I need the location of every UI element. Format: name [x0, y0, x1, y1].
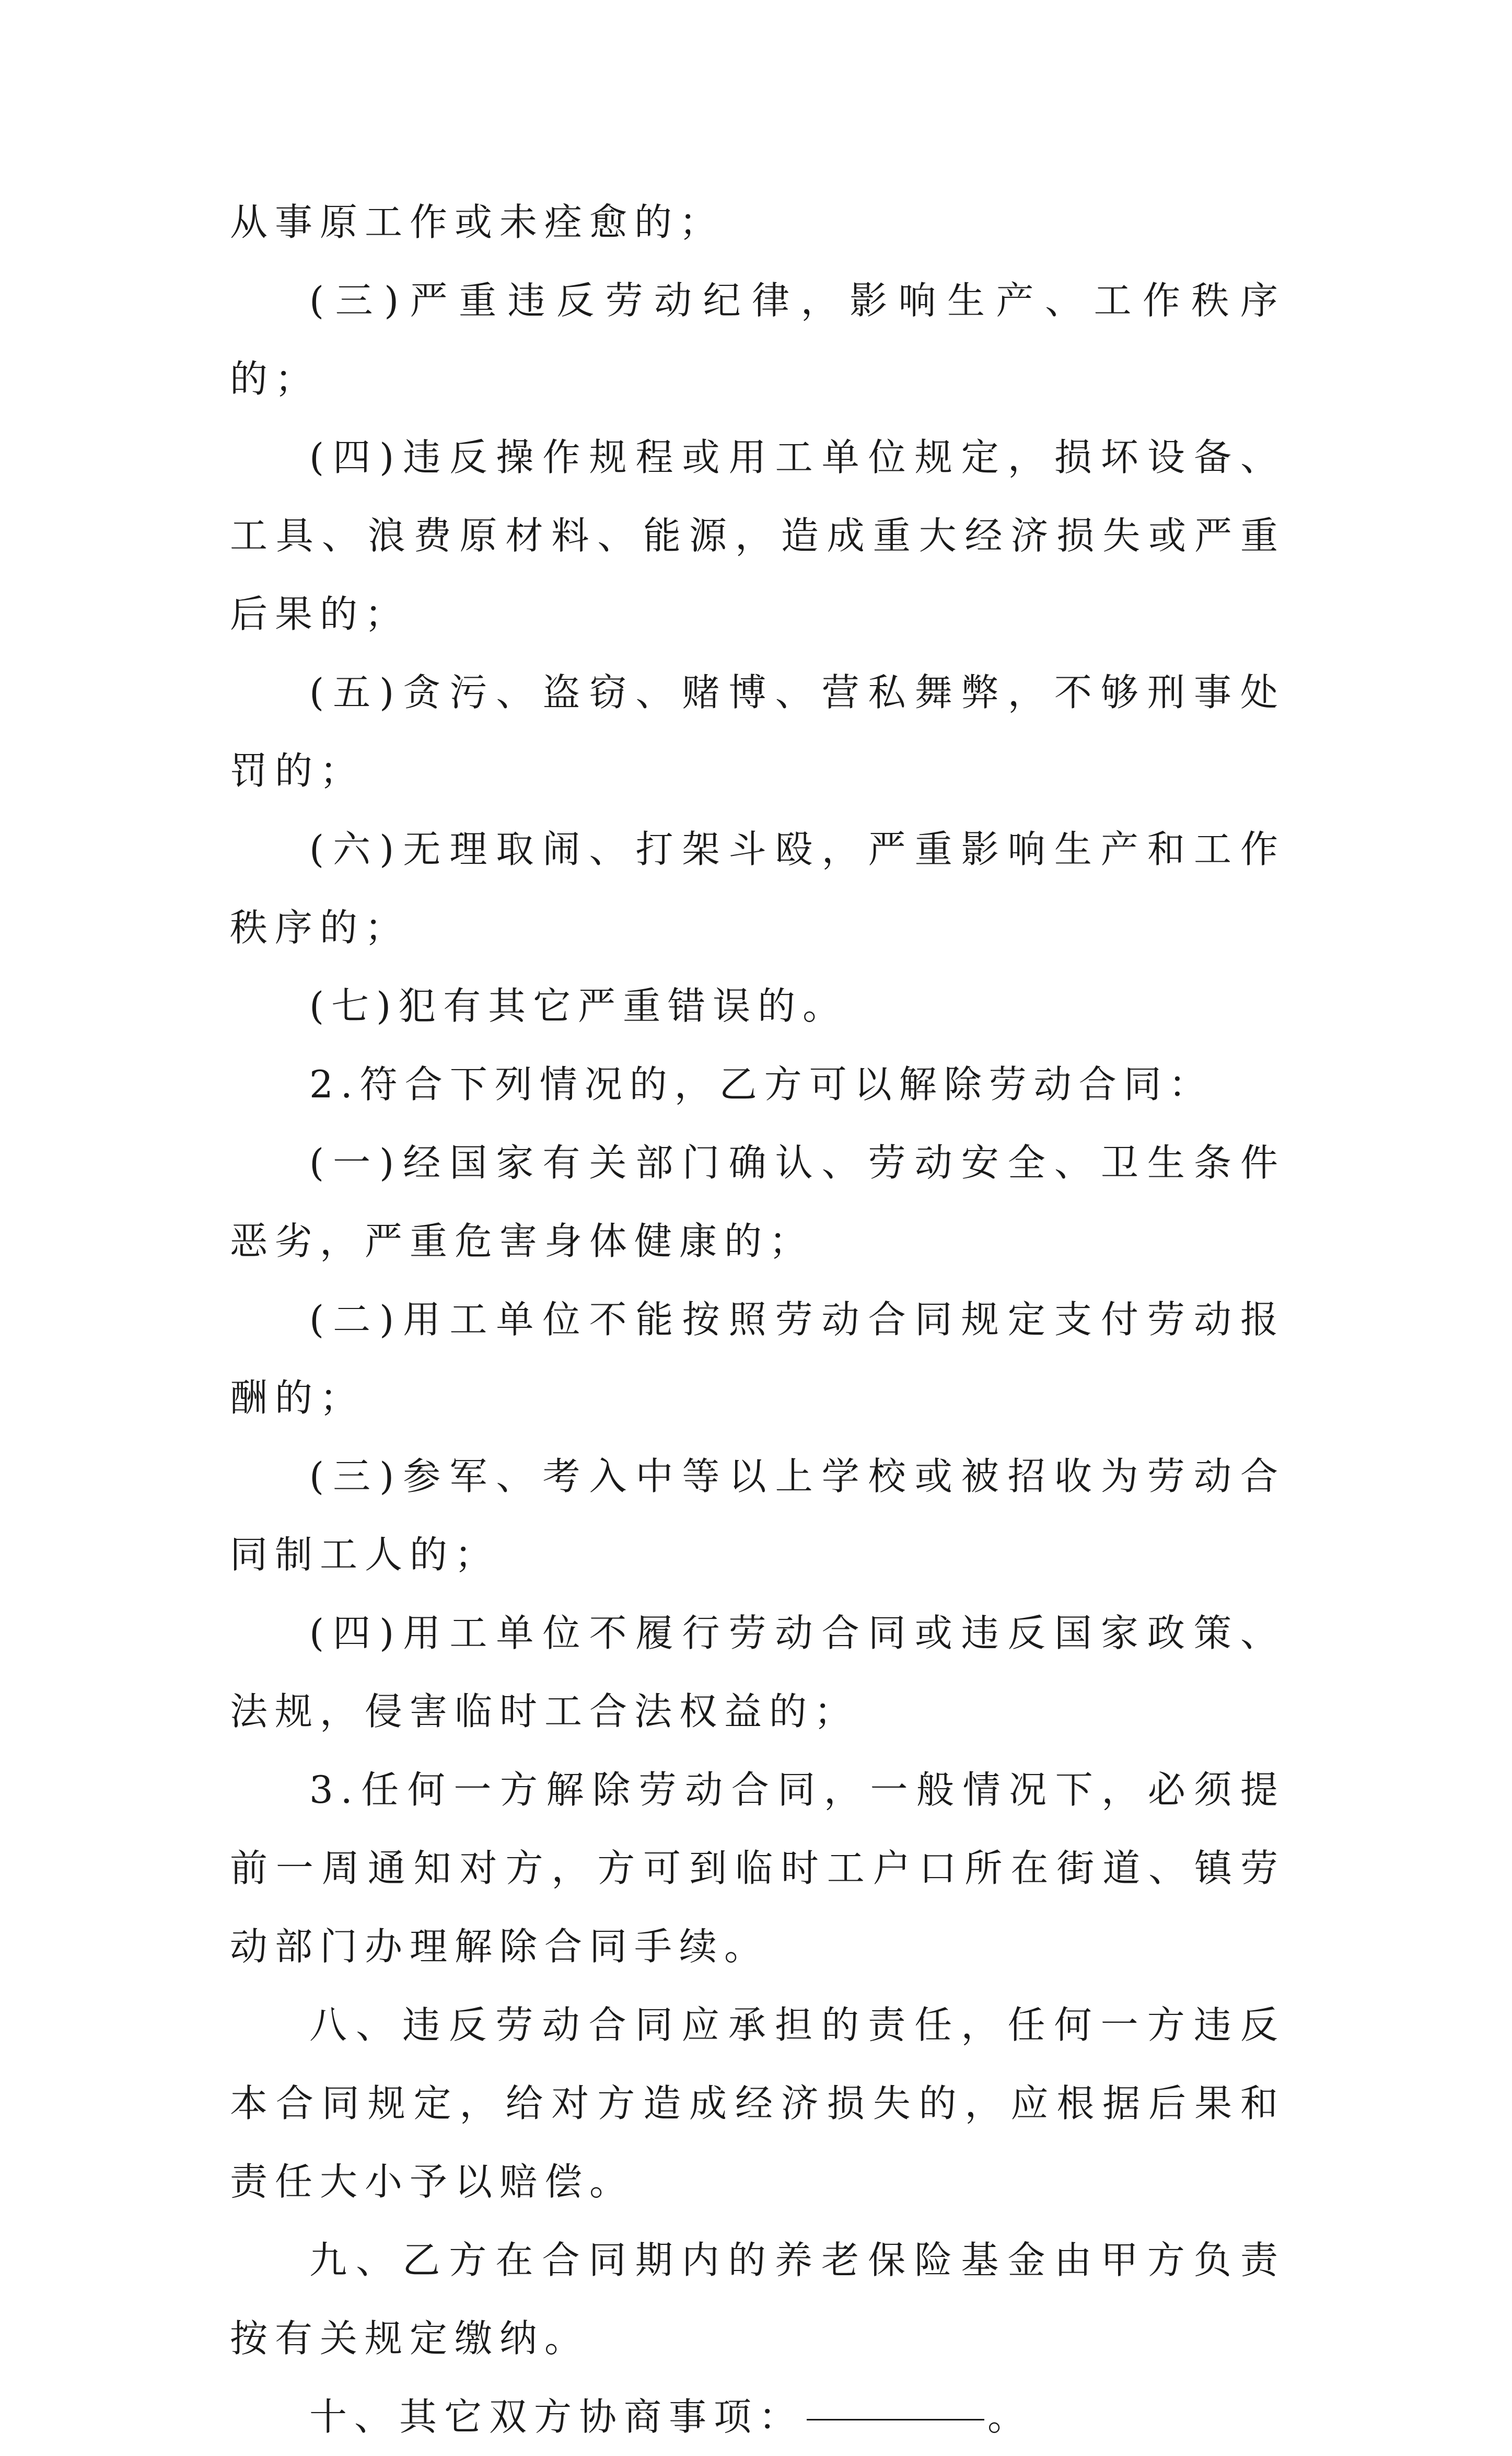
paragraph-1: 从事原工作或未痊愈的；	[230, 200, 725, 244]
fill-in-blank	[807, 2418, 984, 2420]
paragraph-4: (五)贪污、盗窃、赌博、营私舞弊，不够刑事处罚的；	[230, 670, 1285, 793]
paragraph-12: 3.任何一方解除劳动合同，一般情况下，必须提前一周通知对方，方可到临时工户口所在街道、镇劳动部门办理解除合同手续。	[230, 1768, 1285, 1968]
paragraph-8: (一)经国家有关部门确认、劳动安全、卫生条件恶劣，严重危害身体健康的；	[230, 1141, 1285, 1263]
paragraph-7: 2.符合下列情况的，乙方可以解除劳动合同：	[309, 1062, 1214, 1106]
paragraph-11: (四)用工单位不履行劳动合同或违反国家政策、法规，侵害临时工合法权益的；	[230, 1611, 1285, 1733]
paragraph-14: 九、乙方在合同期内的养老保险基金由甲方负责按有关规定缴纳。	[230, 2238, 1285, 2360]
other-matters-label: 十、其它双方协商事项：	[309, 2395, 804, 2439]
paragraph-3: (四)违反操作规程或用工单位规定，损坏设备、工具、浪费原材料、能源，造成重大经济损失或严重后果的；	[230, 435, 1285, 636]
paragraph-13: 八、违反劳动合同应承担的责任，任何一方违反本合同规定，给对方造成经济损失的，应根据后果和责任大小予以赔偿。	[230, 2003, 1285, 2204]
paragraph-9: (二)用工单位不能按照劳动合同规定支付劳动报酬的；	[230, 1297, 1285, 1420]
paragraph-2: (三)严重违反劳动纪律，影响生产、工作秩序的；	[230, 279, 1285, 401]
paragraph-5: (六)无理取闹、打架斗殴，严重影响生产和工作秩序的；	[230, 827, 1285, 949]
paragraph-15	[230, 2378, 1285, 2456]
paragraph-6: (七)犯有其它严重错误的。	[309, 984, 848, 1028]
contract-text	[230, 183, 1285, 2456]
paragraph-10: (三)参军、考入中等以上学校或被招收为劳动合同制工人的；	[230, 1454, 1285, 1577]
period: 。	[987, 2395, 1033, 2439]
